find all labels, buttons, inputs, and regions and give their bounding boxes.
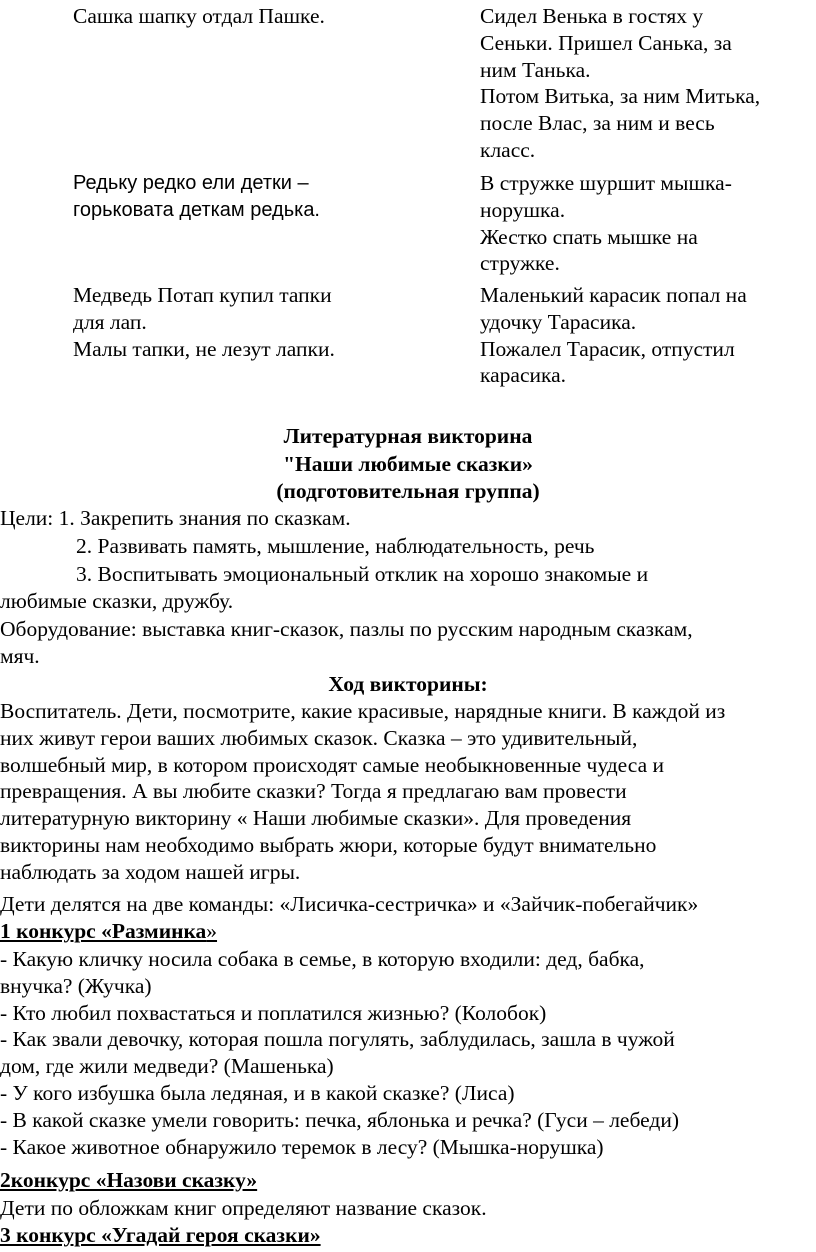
intro-line: литературную викторину « Наши любимые сказки». Для проведения (0, 806, 632, 831)
rhyme-line: для лап. (73, 309, 147, 334)
rhyme-line: горьковата деткам редька. (73, 198, 320, 221)
quiz-title: Литературная викторина (283, 424, 533, 448)
course-heading: Ход викторины: (328, 672, 488, 696)
question-line: - Какое животное обнаружило теремок в лесу? (Мышка-норушка) (0, 1134, 604, 1159)
equipment-line-2: мяч. (0, 644, 40, 668)
goals-line-2: 2. Развивать память, мышление, наблюдательность, речь (76, 534, 595, 558)
rhyme-line: ним Танька. (480, 57, 591, 82)
goals-line-4: любимые сказки, дружбу. (0, 589, 234, 613)
contest1-heading-text: 1 конкурс «Разминка (0, 919, 207, 943)
question-line: - В какой сказке умели говорить: печка, яблонька и речка? (Гуси – лебеди) (0, 1107, 679, 1132)
question-line: дом, где жили медведи? (Машенька) (0, 1054, 334, 1079)
intro-line: Воспитатель. Дети, посмотрите, какие красивые, нарядные книги. В каждой из (0, 699, 726, 723)
rhyme-line: норушка. (480, 197, 566, 222)
rhyme-line: Пожалел Тарасик, отпустил (480, 336, 735, 361)
intro-line: волшебный мир, в котором происходят самые необыкновенные чудеса и (0, 752, 664, 777)
goals-line-1: Цели: 1. Закрепить знания по сказкам. (0, 506, 351, 530)
rhyme-left-3 (73, 282, 403, 362)
rhyme-line: стружке. (480, 251, 560, 276)
rhyme-left-2 (73, 170, 403, 224)
rhyme-line: Сидел Венька в гостях у (480, 4, 704, 28)
contest1-heading (0, 918, 816, 945)
rhyme-line: Сашка шапку отдал Пашке. (73, 4, 325, 28)
quiz-subtitle: "Наши любимые сказки» (283, 452, 533, 476)
contest1-questions (0, 946, 816, 1160)
rhyme-line: Маленький карасик попал на (480, 283, 747, 307)
rhyme-right-1 (480, 3, 810, 164)
rhyme-line: В стружке шуршит мышка- (480, 171, 732, 195)
rhyme-left-1 (73, 3, 403, 30)
rhyme-line: карасика. (480, 363, 567, 388)
intro-line: наблюдать за ходом нашей игры. (0, 859, 301, 884)
contest2-text: Дети по обложкам книг определяют название сказок. (0, 1196, 487, 1220)
rhyme-line: после Влас, за ним и весь (480, 111, 715, 136)
intro-line: превращения. А вы любите сказки? Тогда я предлагаю вам провести (0, 779, 627, 804)
rhyme-line: Медведь Потап купил тапки (73, 283, 332, 307)
contest3-heading: 3 конкурс «Угадай героя сказки» (0, 1223, 321, 1247)
question-line: - Кто любил похвастаться и поплатился жизнью? (Колобок) (0, 1000, 547, 1025)
contest1-heading-tail: » (206, 919, 218, 943)
question-line: - Как звали девочку, которая пошла погулять, заблудилась, зашла в чужой (0, 1027, 675, 1052)
rhyme-line: Жестко спать мышке на (480, 224, 698, 249)
teams-text: Дети делятся на две команды: «Лисичка-сестричка» и «Зайчик-побегайчик» (0, 892, 699, 916)
intro-paragraph (0, 698, 816, 886)
question-line: - Какую кличку носила собака в семье, в которую входили: дед, бабка, (0, 947, 645, 971)
contest2-heading: 2конкурс «Назови сказку» (0, 1168, 258, 1192)
equipment-line-1: Оборудование: выставка книг-сказок, пазлы по русским народным сказкам, (0, 617, 693, 641)
rhyme-line: Малы тапки, не лезут лапки. (73, 336, 335, 361)
rhyme-line: Потом Витька, за ним Митька, (480, 84, 761, 109)
intro-line: викторины нам необходимо выбрать жюри, которые будут внимательно (0, 832, 657, 857)
intro-line: них живут герои ваших любимых сказок. Сказка – это удивительный, (0, 725, 638, 750)
question-line: внучка? (Жучка) (0, 973, 152, 998)
rhyme-line: Сеньки. Пришел Санька, за (480, 30, 732, 55)
rhyme-right-2 (480, 170, 810, 277)
question-line: - У кого избушка была ледяная, и в какой сказке? (Лиса) (0, 1080, 515, 1105)
rhyme-right-3 (480, 282, 810, 389)
rhyme-line: Редьку редко ели детки – (73, 172, 309, 194)
rhyme-line: класс. (480, 137, 536, 162)
goals-line-3: 3. Воспитывать эмоциональный отклик на хорошо знакомые и (76, 562, 649, 586)
rhyme-line: удочку Тарасика. (480, 309, 637, 334)
quiz-group: (подготовительная группа) (276, 479, 540, 503)
